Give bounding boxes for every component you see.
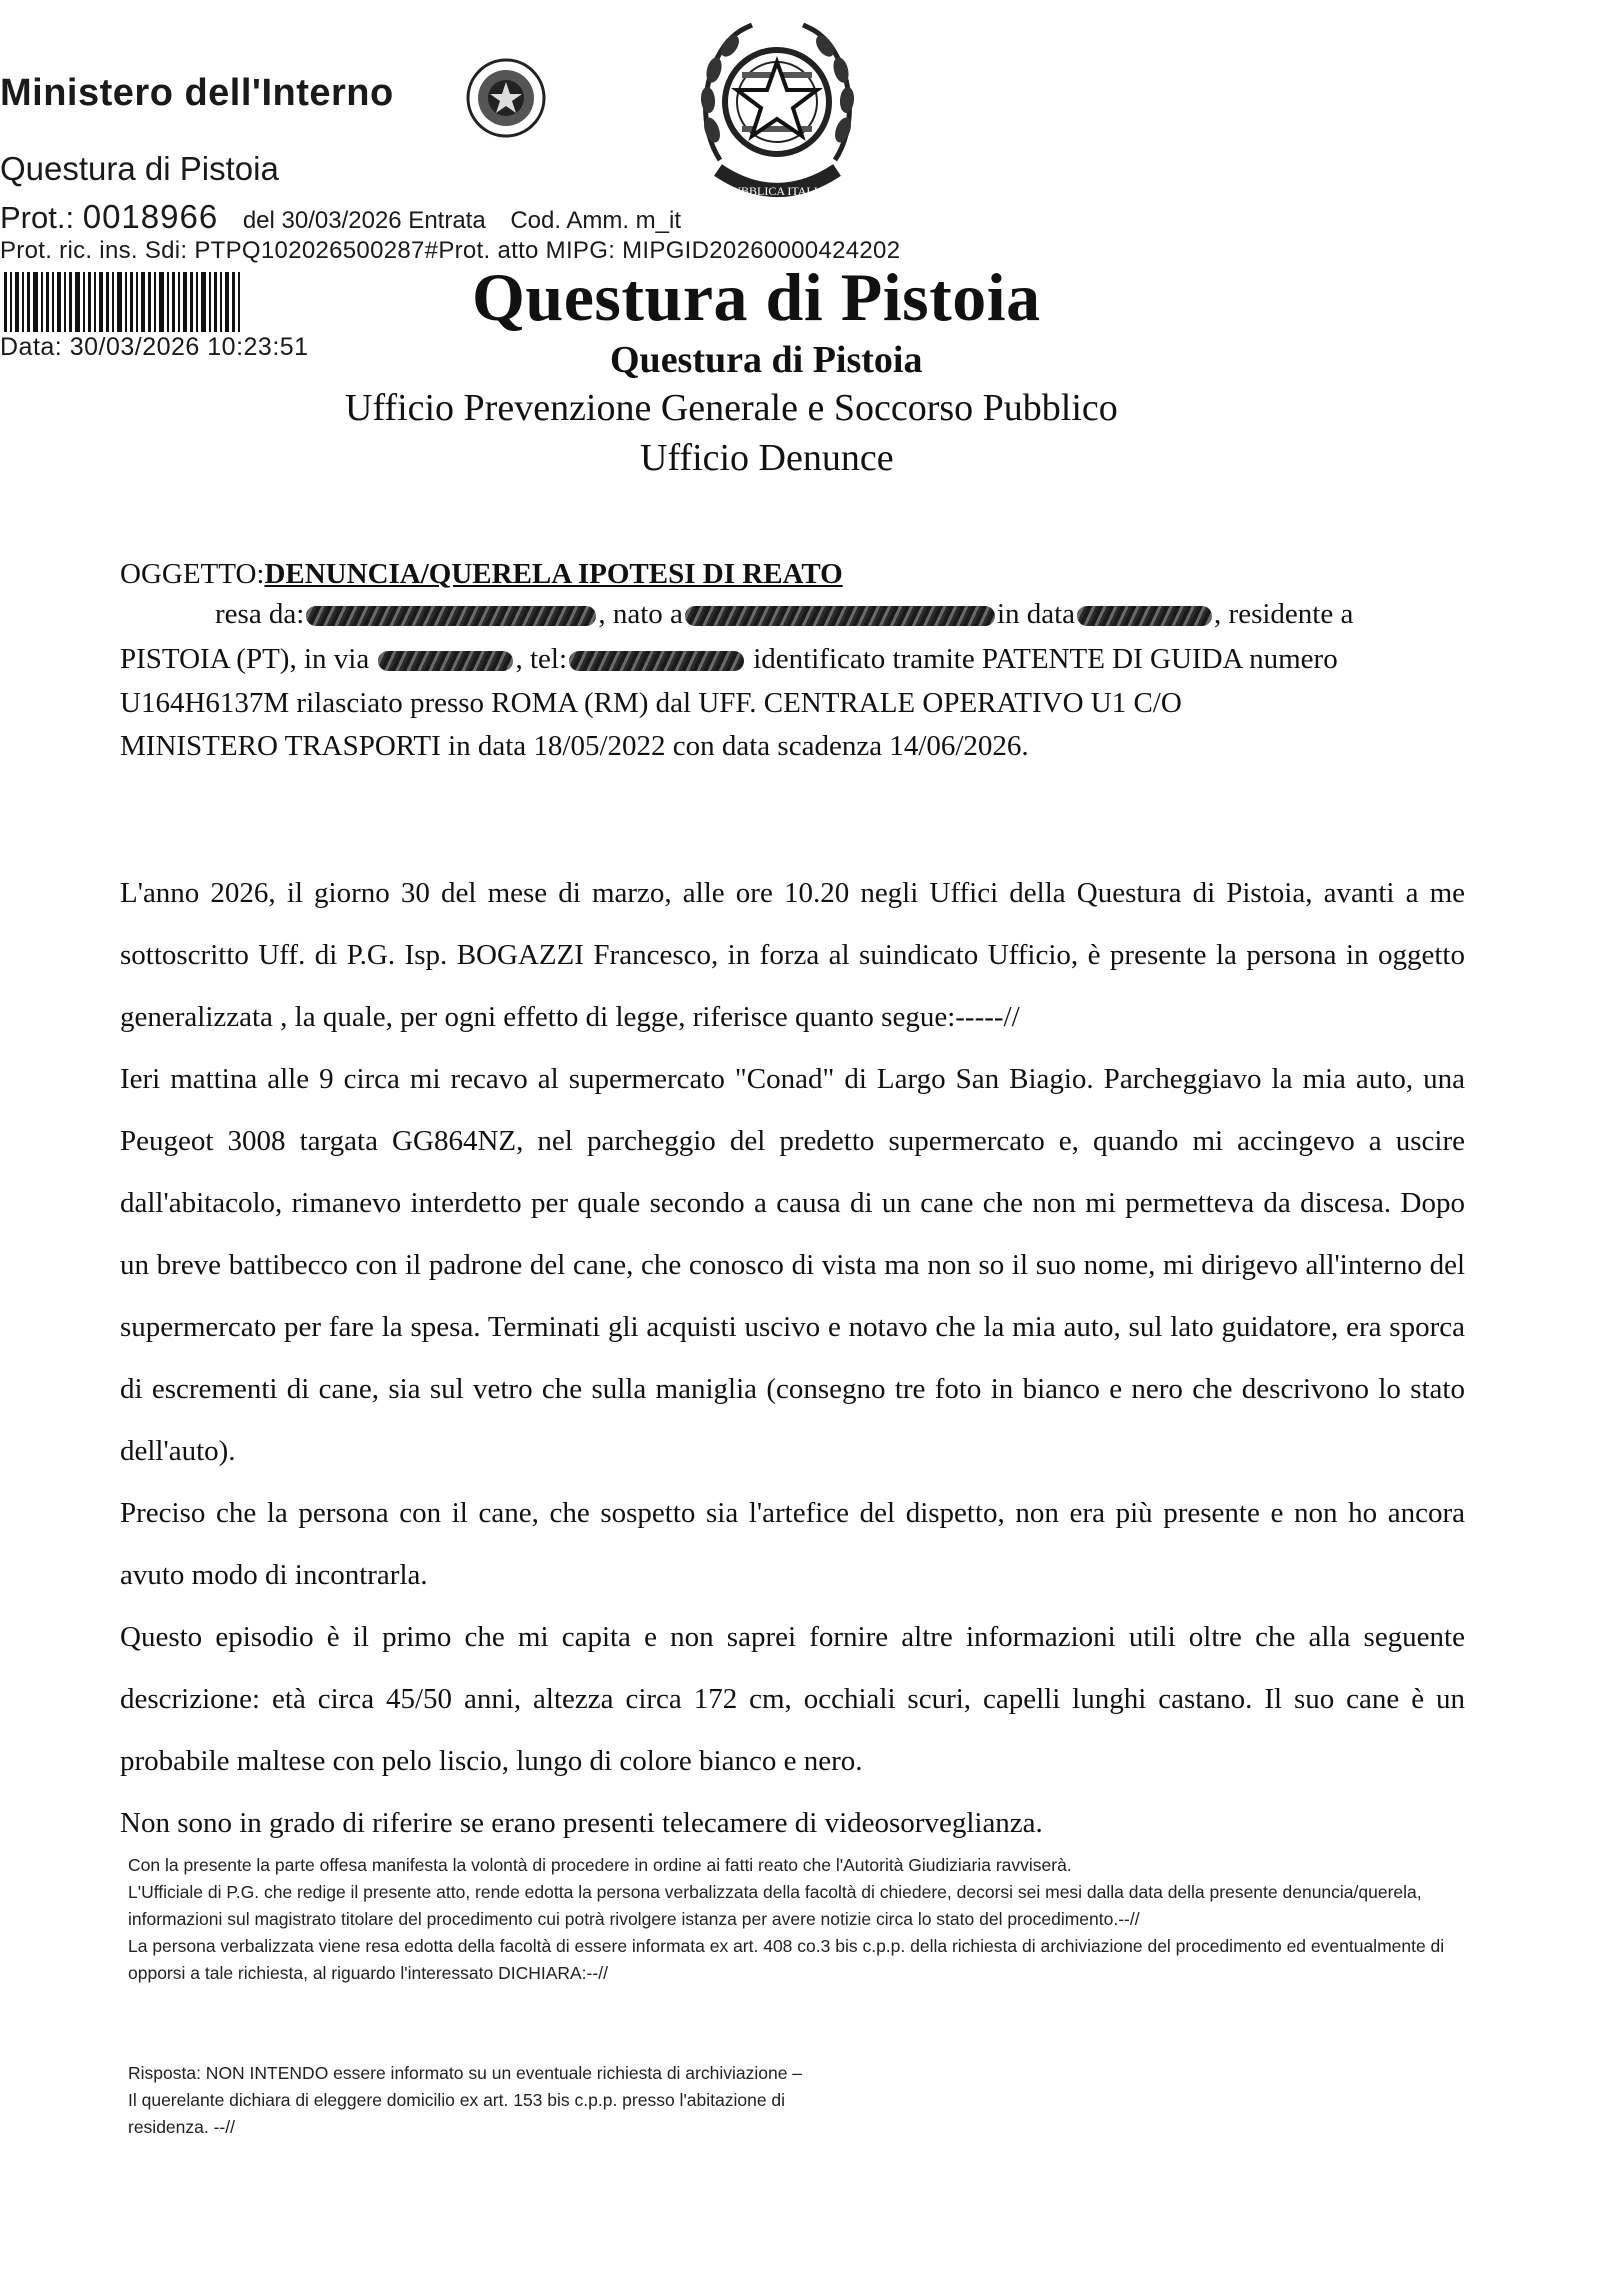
statement-paragraph: Ieri mattina alle 9 circa mi recavo al supermercato "Conad" di Largo San Biagio. Parcheggiavo la mia auto, una Peugeot 3008 targata GG864NZ, nel parcheggio del predetto supermercato e, quando mi accingevo a uscire dall'abitacolo, rimanevo interdetto per quale secondo a causa di un cane che non mi permetteva da discesa. Dopo un breve battibecco con il padrone del cane, che conosco di vista ma non so il suo nome, mi dirigevo all'interno del supermercato per fare la spesa. Terminati gli acquisti uscivo e notavo che la mia auto, sul lato guidatore, era sporca di escrementi di cane, sia sul vetro che sulla maniglia (consegno tre foto in bianco e nero che descrivono lo stato dell'auto). (120, 1063, 1465, 1467)
notice-paragraph: L'Ufficiale di P.G. che redige il presente atto, rende edotta la persona verbalizzata della facoltà di chiedere, decorsi sei mesi dalla data della presente denuncia/querela, informazioni sul magistrato titolare del procedimento cui potrà rivolgere istanza per avere notizie circa lo stato del procedimento.--// (128, 1882, 1422, 1929)
oggetto-value: DENUNCIA/QUERELA IPOTESI DI REATO (264, 558, 843, 590)
redacted-birthplace (685, 606, 995, 626)
statement-paragraph: L'anno 2026, il giorno 30 del mese di marzo, alle ore 10.20 negli Uffici della Questura di Pistoia, avanti a me sottoscritto Uff. di P.G. Isp. BOGAZZI Francesco, in forza al suindicato Ufficio, è presente la persona in oggetto generalizzata , la quale, per ogni effetto di legge, riferisce quanto segue:-----// (120, 877, 1465, 1033)
protocol-number: 0018966 (82, 198, 219, 235)
notice-paragraph: Con la presente la parte offesa manifesta la volontà di procedere in ordine ai fatti reato che l'Autorità Giudiziaria ravviserà. (128, 1855, 1072, 1875)
statement-body (120, 862, 1465, 1854)
stamp-date: Data: 30/03/2026 10:23:51 (0, 333, 309, 361)
redacted-name (306, 606, 596, 626)
notice-paragraph: La persona verbalizzata viene resa edotta della facoltà di essere informata ex art. 408 co.3 bis c.p.p. della richiesta di archiviazione del procedimento ed eventualmente di opporsi a tale richiesta, al riguardo l'interessato DICHIARA:--// (128, 1936, 1445, 1983)
intro-line-4: MINISTERO TRASPORTI in data 18/05/2022 con data scadenza 14/06/2026. (120, 730, 1029, 762)
response-block (128, 2060, 1028, 2141)
response-line: Risposta: NON INTENDO essere informato su un eventuale richiesta di archiviazione – (128, 2063, 803, 2083)
redacted-street (378, 651, 513, 671)
oggetto-line (120, 558, 843, 591)
ministry-seal-icon (463, 55, 549, 141)
intro-text: PISTOIA (PT), in via (120, 643, 370, 675)
intro-text: resa da: (215, 598, 305, 630)
intro-text: , nato a (598, 598, 683, 630)
intro-line-2 (120, 643, 1338, 676)
ministry-name: Ministero dell'Interno (0, 72, 394, 114)
statement-paragraph: Non sono in grado di riferire se erano presenti telecamere di videosorveglianza. (120, 1807, 1043, 1839)
department-name: Ufficio Denunce (640, 437, 894, 479)
barcode (0, 272, 245, 332)
intro-text: in data (996, 598, 1076, 630)
response-line: Il querelante dichiara di eleggere domicilio ex art. 153 bis c.p.p. presso l'abitazione di (128, 2090, 786, 2110)
emblem-inscription: REPUBBLICA ITALIANA (710, 184, 844, 198)
protocol-ric-line: Prot. ric. ins. Sdi: PTPQ102026500287#Prot. atto MIPG: MIPGID20260000424202 (0, 237, 901, 264)
protocol-detail: del 30/03/2026 Entrata (242, 207, 486, 234)
redacted-birthdate (1077, 606, 1212, 626)
protocol-label: Prot.: (0, 200, 75, 235)
protocol-line (0, 198, 681, 236)
response-line: residenza. --// (128, 2117, 235, 2137)
oggetto-label: OGGETTO: (120, 558, 265, 590)
italian-republic-emblem-icon (690, 10, 865, 210)
statement-paragraph: Preciso che la persona con il cane, che sospetto sia l'artefice del dispetto, non era più presente e non ho ancora avuto modo di incontrarla. (120, 1497, 1465, 1591)
intro-text: , tel: (515, 643, 567, 675)
legal-notices (128, 1852, 1468, 1987)
intro-text: identificato tramite PATENTE DI GUIDA numero (753, 643, 1338, 675)
cod-amm: Cod. Amm. m_it (510, 207, 682, 234)
office-name: Ufficio Prevenzione Generale e Soccorso Pubblico (345, 387, 1118, 429)
intro-line-3: U164H6137M rilasciato presso ROMA (RM) dal UFF. CENTRALE OPERATIVO U1 C/O (120, 687, 1182, 719)
statement-paragraph: Questo episodio è il primo che mi capita e non saprei fornire altre informazioni utili oltre che alla seguente descrizione: età circa 45/50 anni, altezza circa 172 cm, occhiali scuri, capelli lunghi castano. Il suo cane è un probabile maltese con pelo liscio, lungo di colore bianco e nero. (120, 1621, 1465, 1777)
page-title: Questura di Pistoia (472, 259, 1041, 335)
page-subtitle: Questura di Pistoia (610, 339, 923, 381)
stamp-questura: Questura di Pistoia (0, 150, 279, 187)
intro-line-1 (215, 598, 1353, 631)
intro-text: , residente a (1214, 598, 1354, 630)
redacted-phone (569, 651, 744, 671)
